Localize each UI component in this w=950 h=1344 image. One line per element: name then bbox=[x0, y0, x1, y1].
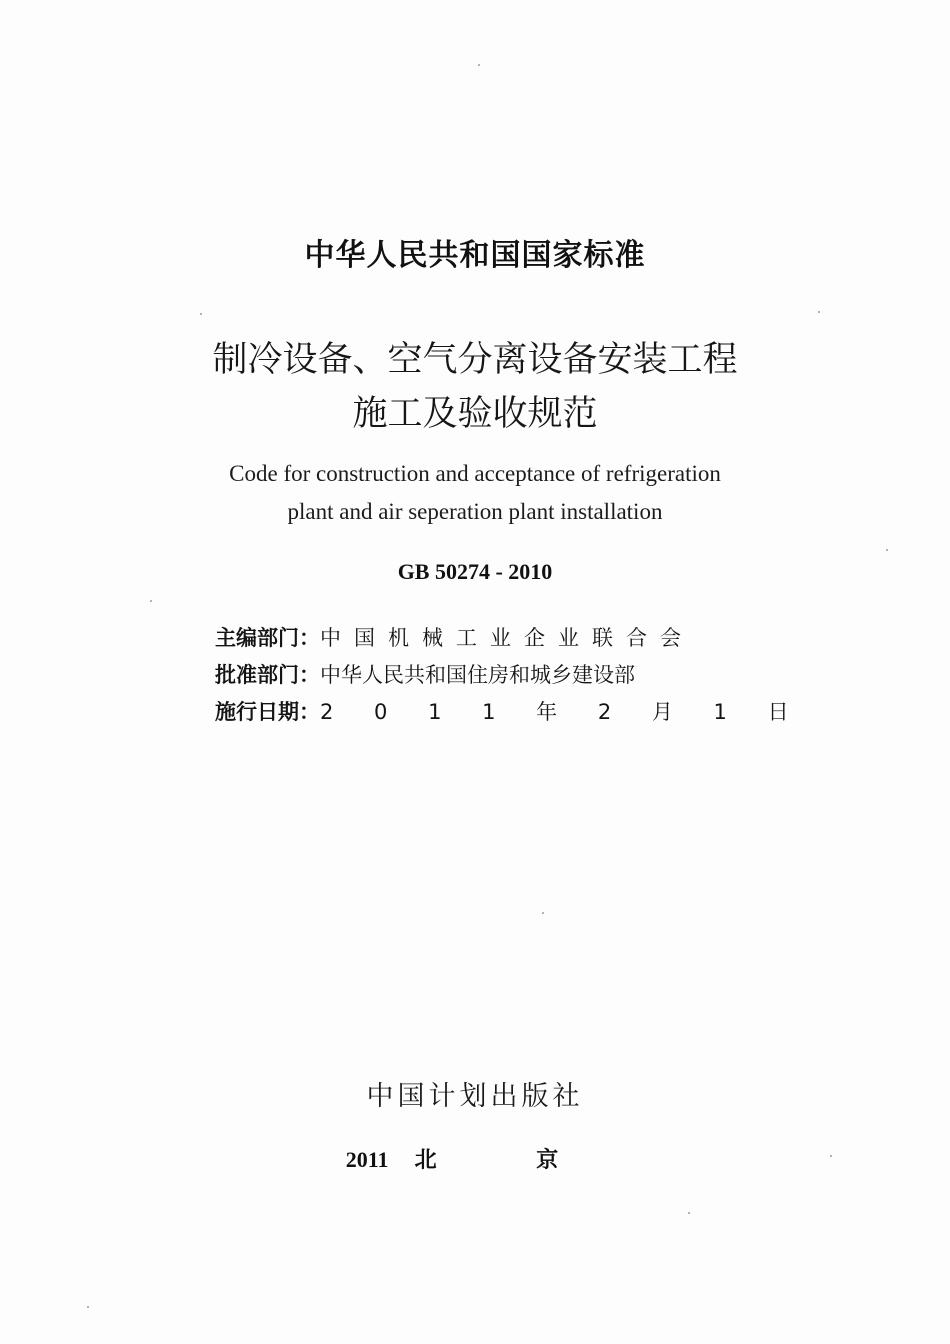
chief-editor-value: 中国机械工业企业联合会 bbox=[320, 626, 694, 650]
national-standard-heading: 中华人民共和国国家标准 bbox=[304, 238, 646, 273]
scan-speck bbox=[150, 600, 152, 602]
scan-speck bbox=[818, 311, 820, 313]
chinese-title bbox=[0, 333, 950, 441]
scan-speck bbox=[542, 912, 544, 914]
english-title-line-2: plant and air seperation plant installation bbox=[287, 499, 663, 524]
chinese-title-line-1: 制冷设备、空气分离设备安装工程 bbox=[212, 340, 738, 380]
scan-speck bbox=[87, 1306, 89, 1308]
english-title bbox=[0, 455, 950, 531]
imprint bbox=[0, 1143, 950, 1174]
standard-info-block bbox=[215, 620, 806, 731]
scan-speck bbox=[478, 64, 480, 66]
chinese-title-line-2: 施工及验收规范 bbox=[352, 394, 598, 434]
standard-code: GB 50274 - 2010 bbox=[397, 559, 553, 584]
imprint-year: 2011 bbox=[345, 1147, 389, 1172]
approval-row bbox=[215, 657, 806, 694]
chief-editor-label: 主编部门： bbox=[215, 626, 320, 650]
effective-date-row bbox=[215, 694, 806, 731]
english-title-line-1: Code for construction and acceptance of refrigeration bbox=[229, 461, 721, 486]
scan-speck bbox=[830, 1155, 832, 1157]
effective-date-value: 2 0 1 1 年 2 月 1 日 bbox=[320, 700, 806, 724]
scan-speck bbox=[886, 549, 888, 551]
scan-speck bbox=[200, 313, 202, 315]
effective-date-label: 施行日期： bbox=[215, 700, 320, 724]
scan-speck bbox=[688, 1212, 690, 1214]
approval-label: 批准部门： bbox=[215, 663, 320, 687]
approval-value: 中华人民共和国住房和城乡建设部 bbox=[320, 663, 635, 687]
chief-editor-row bbox=[215, 620, 806, 657]
publisher-name: 中国计划出版社 bbox=[366, 1081, 584, 1112]
imprint-city: 北 京 bbox=[414, 1148, 605, 1173]
